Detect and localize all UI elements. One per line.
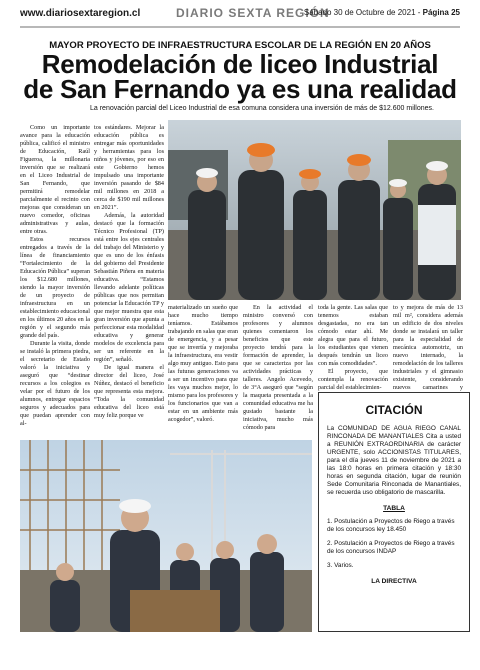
site-url[interactable]: www.diariosextaregion.cl [20, 8, 141, 19]
photo-minister-visit [168, 120, 461, 300]
citacion-agenda [327, 518, 461, 570]
paragraph: toda la gente. Las salas que tenemos estaban desgastadas, no era tan cómodo estar ahí. Me alegra que para el futuro, los estudiantes que vienen después tendrán un liceo con más comodidades”. [318, 304, 388, 367]
photo-image [20, 440, 312, 632]
paragraph: materializado un sueño que hace mucho tiempo teníamos. Estábamos trabajando en salas que eran de emergencia, y a pesar que se invertía y mejoraba la infraestructura, era vestir algo muy antiguo. Esto para las futuras generaciones va a ser un incentivo para que les vaya muchos mejor, lo mismo para los profesores y los funcionarios que van a estar en un ambiente más acogedor”, valoró. [168, 304, 238, 423]
issue-date [304, 8, 460, 17]
paragraph: Estos recursos entregados a través de la línea de financiamiento “Fortalecimiento de la Educación Pública” superan los $12.680 millones, siendo la mayor inversión de un proyecto de infraestructura en un establecimiento educacional en los últimos 20 años en la región y el segundo más grande del país. [20, 236, 90, 339]
paragraph: Como un importante avance para la educación pública, calificó el ministro de Educación, Raúl Figueroa, la millonaria inversión que se realizará en el Liceo Industrial de San Fernando, que permitirá remodelar parcialmente el recinto con mejoras que consideran un nuevo comedor, oficinas administrativas y aulas, entre otras. [20, 124, 90, 235]
citacion-tabla-label: TABLA [383, 505, 405, 512]
paragraph: tos estándares. Mejorar la educación pública es entregar más oportunidades y herramientas para los niños y jóvenes, por eso en este Gobierno hemos impulsado una importante inversión pasando de $84 mil millones en 2018 a cerca de $190 mil millones en 2021”. [94, 124, 164, 211]
citacion-signature: LA DIRECTIVA [371, 578, 417, 585]
article-column-1 [20, 124, 90, 427]
citacion-notice [318, 392, 470, 632]
article-column-3 [168, 304, 238, 424]
header-rule [20, 26, 460, 28]
newspaper-brand: DIARIO SEXTA REGIÓN [176, 6, 330, 20]
paragraph: De igual manera el director del liceo, José Núñez, destacó el beneficio que representa esta mejora. “Toda la comunidad educativa del liceo está muy feliz porque ve [94, 364, 164, 419]
page-number: Página 25 [422, 8, 460, 17]
photo-image [168, 120, 461, 300]
article-column-4 [243, 304, 313, 431]
article-column-6 [393, 304, 463, 390]
paragraph: Durante la visita, donde se instaló la primera piedra, el secretario de Estado valoró la iniciativa y aseguró que “destinar recursos a los colegios es velar por el futuro de los alumnos, entregar espacios seguros y adecuados para que puedan aprender con al- [20, 340, 90, 427]
photo-ceremony [20, 440, 312, 632]
article-kicker: MAYOR PROYECTO DE INFRAESTRUCTURA ESCOLAR DE LA REGIÓN EN 20 AÑOS [49, 40, 431, 51]
date-text: Sábado 30 de Octubre de 2021 - [303, 8, 421, 17]
citacion-body: La COMUNIDAD DE AGUA RIEGO CANAL RINCONADA DE MANANTIALES Cita a usted a REUNIÓN EXTRAORDINARIA de carácter URGENTE, solo ACCIONISTAS TITULARES, para el día jueves 11 de noviembre de 2021 a las 18:0 horas en primera citación y 18:30 horas en segunda citación, lugar de reunión Sede Comunitaria Rinconada de Manantiales, se recuerda uso obligatorio de mascarilla. [327, 425, 461, 496]
headline-line-1: Remodelación de liceo Industrial [41, 49, 439, 79]
page-header [0, 0, 480, 30]
article-headline [0, 49, 480, 104]
agenda-item: 1. Postulación a Proyectos de Riego a través de los concursos ley 18.450 [327, 518, 455, 533]
paragraph: to y mejora de más de 13 mil m², considera además un edificio de dos niveles donde se instalará un taller para la especialidad de mecánica automotriz, un nuevo internado, la remodelación de los talleres industriales y el gimnasio existente, considerando nuevos camarines y [393, 304, 463, 391]
agenda-item: 3. Varios. [327, 562, 354, 569]
headline-line-2: de San Fernando ya es una realidad [23, 74, 457, 104]
citacion-title: CITACIÓN [365, 403, 423, 417]
agenda-item: 2. Postulación a Proyectos de Riego a través de los concursos INDAP [327, 540, 455, 555]
article-column-5 [318, 304, 388, 390]
paragraph: Además, la autoridad destacó que la formación Técnico Profesional (TP) está entre los ejes centrales del trabajo del Ministerio y que es uno de los énfasis del gobierno del Presidente Sebastián Piñera en materia educativa. “Estamos llevando adelante políticas públicas que nos permitan potenciar la Educación TP y que mejor muestra que esta gran inversión que apunta a perfeccionar esta modalidad educativa y generar modelos de excelencia para ser un referente en la región”, señaló. [94, 212, 164, 363]
paragraph: El proyecto, que contempla la renovación parcial del establecimien- [318, 368, 388, 391]
paragraph: En la actividad el ministro conversó con profesores y alumnos quienes comentaron los beneficios que este proyecto tendrá para la formación de aprender, la que se caracteriza por las actividades prácticas y talleres. Angelo Acevedo, de 3°A aseguró que “según la maqueta presentada a la comunidad educativa me ha gustado bastante la iniciativa, mucho más cómodo para [243, 304, 313, 431]
article-lead: La renovación parcial del Liceo Industrial de esa comuna considera una inversión de más de $12.600 millones. [90, 105, 434, 112]
article-column-2 [94, 124, 164, 419]
